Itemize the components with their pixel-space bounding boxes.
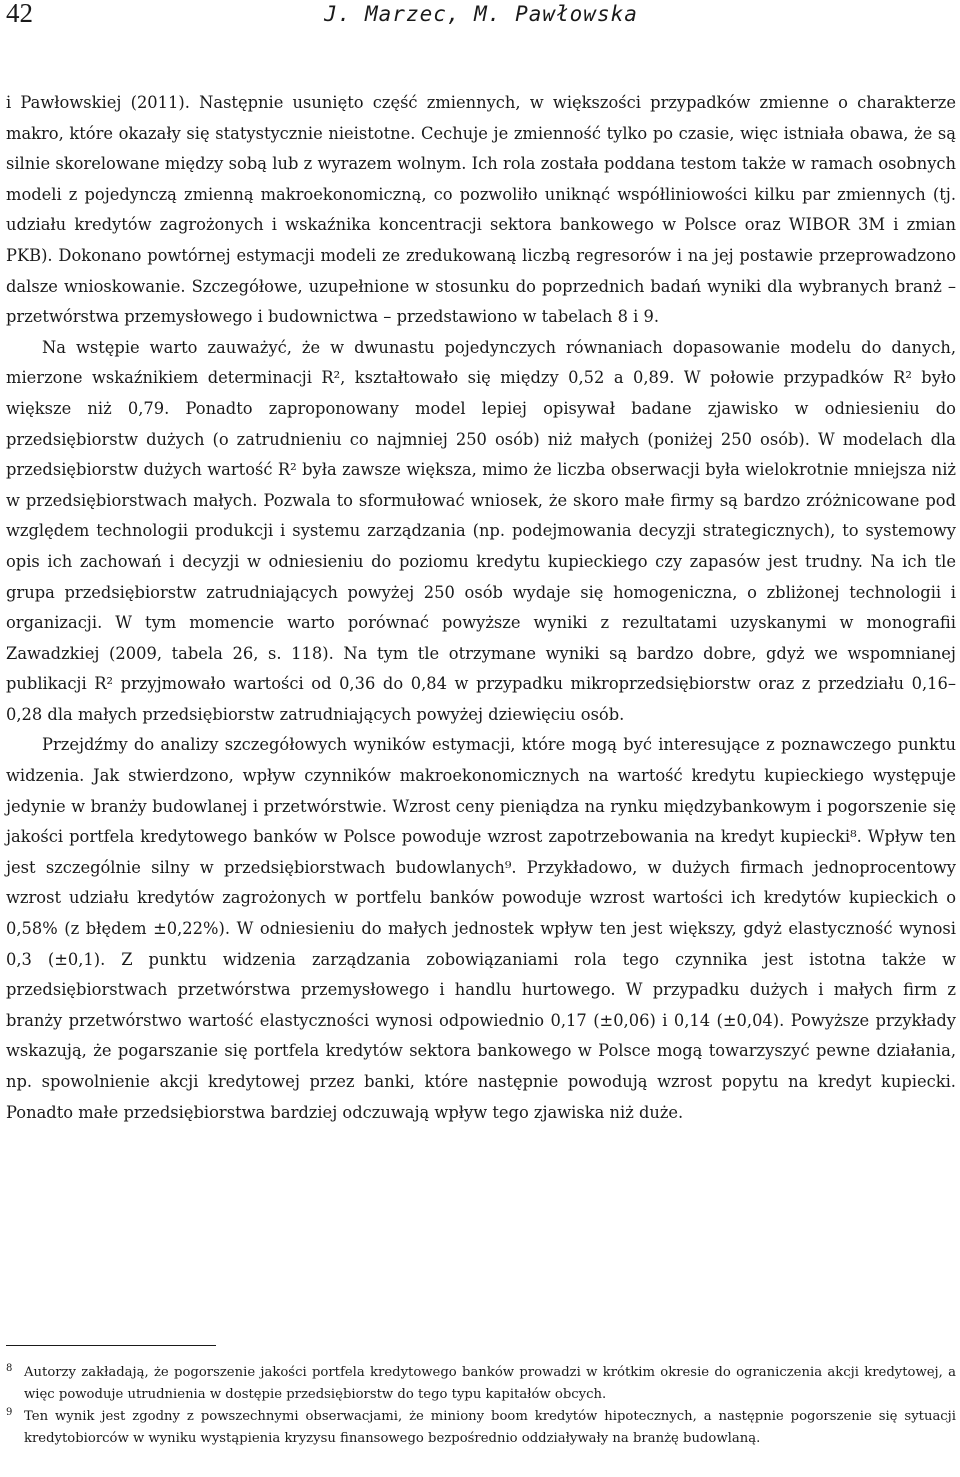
page-number: 42	[6, 0, 33, 28]
running-head-authors: J. Marzec, M. Pawłowska	[324, 2, 638, 26]
footnote-text: Ten wynik jest zgodny z powszechnymi obserwacjami, że miniony boom kredytów hipotecznych, a następnie pogorszenie się sytuacji kredytobiorców w wyniku wystąpienia kryzysu finansowego bezpośrednio oddziaływały na branżę budowlaną.	[24, 1409, 956, 1446]
footnote-8	[6, 1362, 956, 1406]
footnote-9	[6, 1406, 956, 1450]
footnote-divider	[6, 1345, 216, 1346]
footnote-text: Autorzy zakładają, że pogorszenie jakości portfela kredytowego banków prowadzi w krótkim okresie do ograniczenia akcji kredytowej, a więc powoduje utrudnienia w dostępie przedsiębiorstw do tego typu kapitałów obcych.	[24, 1365, 956, 1402]
footnotes	[6, 1362, 956, 1450]
paragraph: Przejdźmy do analizy szczegółowych wyników estymacji, które mogą być interesujące z poznawczego punktu widzenia. Jak stwierdzono, wpływ czynników makroekonomicznych na wartość kredytu kupieckiego występuje jedynie w branży budowlanej i przetwórstwie. Wzrost ceny pieniądza na rynku międzybankowym i pogorszenie się jakości portfela kredytowego banków w Polsce powoduje wzrost zapotrzebowania na kredyt kupiecki⁸. Wpływ ten jest szczególnie silny w przedsiębiorstwach budowlanych⁹. Przykładowo, w dużych firmach jednoprocentowy wzrost udziału kredytów zagrożonych w portfelu banków powoduje wzrost wartości ich kredytów kupieckich o 0,58% (z błędem ±0,22%). W odniesieniu do małych jednostek wpływ ten jest większy, gdyż elastyczność wynosi 0,3 (±0,1). Z punktu widzenia zarządzania zobowiązaniami rola tego czynnika jest istotna także w przedsiębiorstwach przetwórstwa przemysłowego i handlu hurtowego. W przypadku dużych i małych firm z branży przetwórstwo wartość elastyczności wynosi odpowiednio 0,17 (±0,06) i 0,14 (±0,04). Powyższe przykłady wskazują, że pogarszanie się portfela kredytów sektora bankowego w Polsce mogą towarzyszyć pewne działania, np. spowolnienie akcji kredytowej przez banki, które następnie powodują wzrost popytu na kredyt kupiecki. Ponadto małe przedsiębiorstwa bardziej odczuwają wpływ tego zjawiska niż duże.	[6, 735, 956, 1122]
body-text	[6, 88, 956, 1128]
paragraph: i Pawłowskiej (2011). Następnie usunięto część zmiennych, w większości przypadków zmienne o charakterze makro, które okazały się statystycznie nieistotne. Cechuje je zmienność tylko po czasie, więc istniała obawa, że są silnie skorelowane między sobą lub z wyrazem wolnym. Ich rola została poddana testom także w ramach osobnych modeli z pojedynczą zmienną makroekonomiczną, co pozwoliło uniknąć współliniowości kilku par zmiennych (tj. udziału kredytów zagrożonych i wskaźnika koncentracji sektora bankowego w Polsce oraz WIBOR 3M i zmian PKB). Dokonano powtórnej estymacji modeli ze zredukowaną liczbą regresorów i na jej postawie przeprowadzono dalsze wnioskowanie. Szczegółowe, uzupełnione w stosunku do poprzednich badań wyniki dla wybranych branż – przetwórstwa przemysłowego i budownictwa – przedstawiono w tabelach 8 i 9.	[6, 93, 956, 327]
paragraph: Na wstępie warto zauważyć, że w dwunastu pojedynczych równaniach dopasowanie modelu do danych, mierzone wskaźnikiem determinacji R², kształtowało się między 0,52 a 0,89. W połowie przypadków R² było większe niż 0,79. Ponadto zaproponowany model lepiej opisywał badane zjawisko w odniesieniu do przedsiębiorstw dużych (o zatrudnieniu co najmniej 250 osób) niż małych (poniżej 250 osób). W modelach dla przedsiębiorstw dużych wartość R² była zawsze większa, mimo że liczba obserwacji była wielokrotnie mniejsza niż w przedsiębiorstwach małych. Pozwala to sformułować wniosek, że skoro małe firmy są bardzo zróżnicowane pod względem technologii produkcji i systemu zarządzania (np. podejmowania decyzji strategicznych), to systemowy opis ich zachowań i decyzji w odniesieniu do poziomu kredytu kupieckiego czy zapasów jest trudny. Na ich tle grupa przedsiębiorstw zatrudniających powyżej 250 osób wydaje się homogeniczna, o zbliżonej technologii i organizacji. W tym momencie warto porównać powyższe wyniki z rezultatami uzyskanymi w monografii Zawadzkiej (2009, tabela 26, s. 118). Na tym tle otrzymane wyniki są bardzo dobre, gdyż we wspomnianej publikacji R² przyjmowało wartości od 0,36 do 0,84 w przypadku mikroprzedsiębiorstw oraz z przedziału 0,16–0,28 dla małych przedsiębiorstw zatrudniających powyżej dziewięciu osób.	[6, 337, 956, 724]
footnote-mark: 9	[6, 1407, 13, 1418]
page-header	[6, 0, 956, 30]
footnote-mark: 8	[6, 1363, 13, 1374]
